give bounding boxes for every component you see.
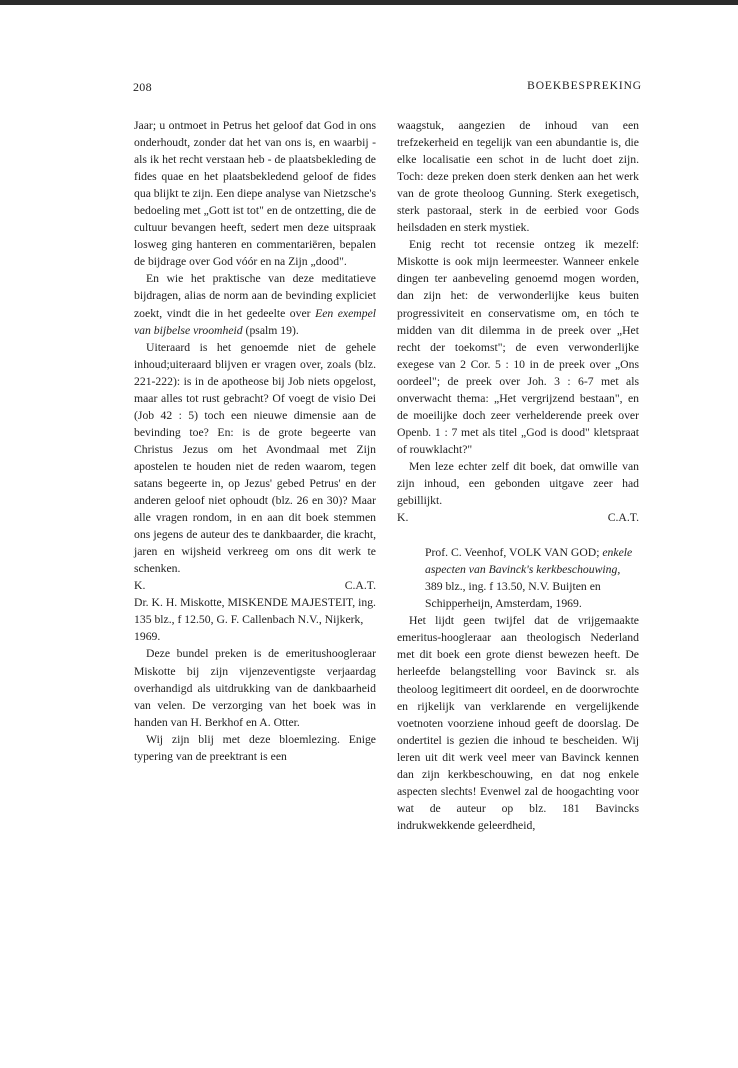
running-head: BOEKBESPREKING: [527, 80, 642, 92]
top-border-rule: [0, 0, 738, 5]
paragraph-text: En wie het praktische van deze meditatieve bijdragen, alias de norm aan de bevinding expliciet zoekt, vindt die in het gedeelte over: [134, 272, 376, 320]
paragraph: Wij zijn blij met deze bloemlezing. Enige typering van de preektrant is een: [134, 732, 376, 763]
signature-initial: K.: [134, 579, 146, 593]
paragraph: [134, 270, 376, 338]
cited-subtitle: enkele aspecten van Bavinck's kerkbeschouwing,: [425, 546, 633, 577]
right-column: [397, 117, 639, 834]
paragraph: Uiteraard is het genoemde niet de gehele inhoud;uiteraard blijven er vragen over, zoals (blz. 221-222): is in de apotheose bij Job niets opgelost, maar alles tot rust gebracht? Of voegt de visio Dei (Job 42 : 5) toch een nieuwe dimensie aan de bevinding toe? En: is de grote begeerte van Christus Jezus om het Avondmaal met Zijn apostelen te houden niet de reden waarom, tegen satans begeerte in, op Jezus' gebed Petrus' en der anderen geloof niet ophoudt (blz. 26 en 30)? Maar alle vragen rondom, in en aan dit boek stemmen ons jegens de auteur des te dankbaarder, die kracht, jaren en wijsheid verkreeg om ons dit werk te schenken.: [134, 340, 376, 576]
bibliographic-entry: [425, 544, 639, 612]
page-number: 208: [133, 80, 152, 94]
paragraph: Deze bundel preken is de emeritushoogleraar Miskotte bij zijn vijenzeventigste verjaardag overhandigd als uitdrukking van de dankbaarheid van velen. De verzorging van het boek was in handen van H. Berkhof en A. Otter.: [134, 647, 376, 729]
paragraph: Men leze echter zelf dit boek, dat omwille van zijn inhoud, een gebonden uitgave zeer had gebillijkt.: [397, 459, 639, 508]
left-column: [134, 117, 376, 765]
cited-title: Een exempel van bijbelse vroomheid: [134, 306, 377, 337]
signature-line: [397, 509, 639, 526]
paragraph: waagstuk, aangezien de inhoud van een trefzekerheid en tegelijk van een abundantie is, die elke localisatie een schot in de lucht doet zijn. Toch: deze preken doen sterk denken aan het werk van de grote theoloog Gunning. Sterk exegetisch, sterk pastoraal, sterk in de eerbied voor Gods heilsdaden en sterk mystiek.: [397, 119, 639, 235]
signature-line: [134, 577, 376, 594]
paragraph: Jaar; u ontmoet in Petrus het geloof dat God in ons onderhoudt, zonder dat het van ons is, en waarbij - als ik het recht verstaan heb - de plaatsbekleding de fides quae en het plaatsbekledend geloof de fides qua blijkt te zijn. Een diepe analyse van Nietzsche's bedoeling met „Gott ist tot" en de ontzetting, die de cultuur bevangen heeft, sedert men deze uitspraak losweg ging hanteren en commentariëren, bepalen de bijdrage over God vóór en na Zijn „dood".: [134, 119, 376, 269]
bibliographic-entry: Dr. K. H. Miskotte, MISKENDE MAJESTEIT, ing. 135 blz., f 12.50, G. F. Callenbach N.V., Nijkerk, 1969.: [134, 596, 376, 644]
signature-reviewer: C.A.T.: [344, 579, 376, 593]
signature-initial: K.: [397, 511, 409, 525]
bibliographic-text: Prof. C. Veenhof, VOLK VAN GOD;: [425, 546, 603, 560]
bibliographic-text: 389 blz., ing. f 13.50, N.V. Buijten en Schipperheijn, Amsterdam, 1969.: [425, 580, 601, 611]
paragraph-text: (psalm 19).: [242, 323, 299, 337]
paragraph: Het lijdt geen twijfel dat de vrijgemaakte emeritus-hoogleraar aan theologisch Nederland met dit boek een grote dienst bewezen heeft. De herleefde belangstelling voor Bavinck sr. als theoloog legitimeert dit oordeel, en de doorwrochte en rijkelijk van verklarende en vergelijkende voetnoten voorziene inhoud geeft de doorslag. De ondertitel is gezien die inhoud te bescheiden. Wij leren uit dit werk veel meer van Bavinck kennen dan zijn kerkbeschouwing, en dat nog enkele aspecten slechts! Evenwel zal de hoogachting voor wat de auteur op blz. 181 Bavincks indrukwekkende geleerdheid,: [397, 614, 639, 832]
paragraph: Enig recht tot recensie ontzeg ik mezelf: Miskotte is ook mijn leermeester. Wanneer enkele dingen ter aanbeveling genoemd mogen worden, dan zijn het: de verwonderlijke keus buiten progressiviteit en conservatisme om, en tóch te midden van dit dilemma in de preek over „Het recht der toekomst"; de even verwonderlijke exegese van 2 Cor. 5 : 10 in de preek over „Ons oordeel"; de preek over Joh. 3 : 6-7 met als onverwacht thema: „Het vergrijzend bestaan", en de moeilijke doch zeer verhelderende preek over Openb. 1 : 7 met als titel „God is dood" kletspraat of rouwklacht?": [397, 238, 639, 456]
signature-reviewer: C.A.T.: [607, 511, 639, 525]
